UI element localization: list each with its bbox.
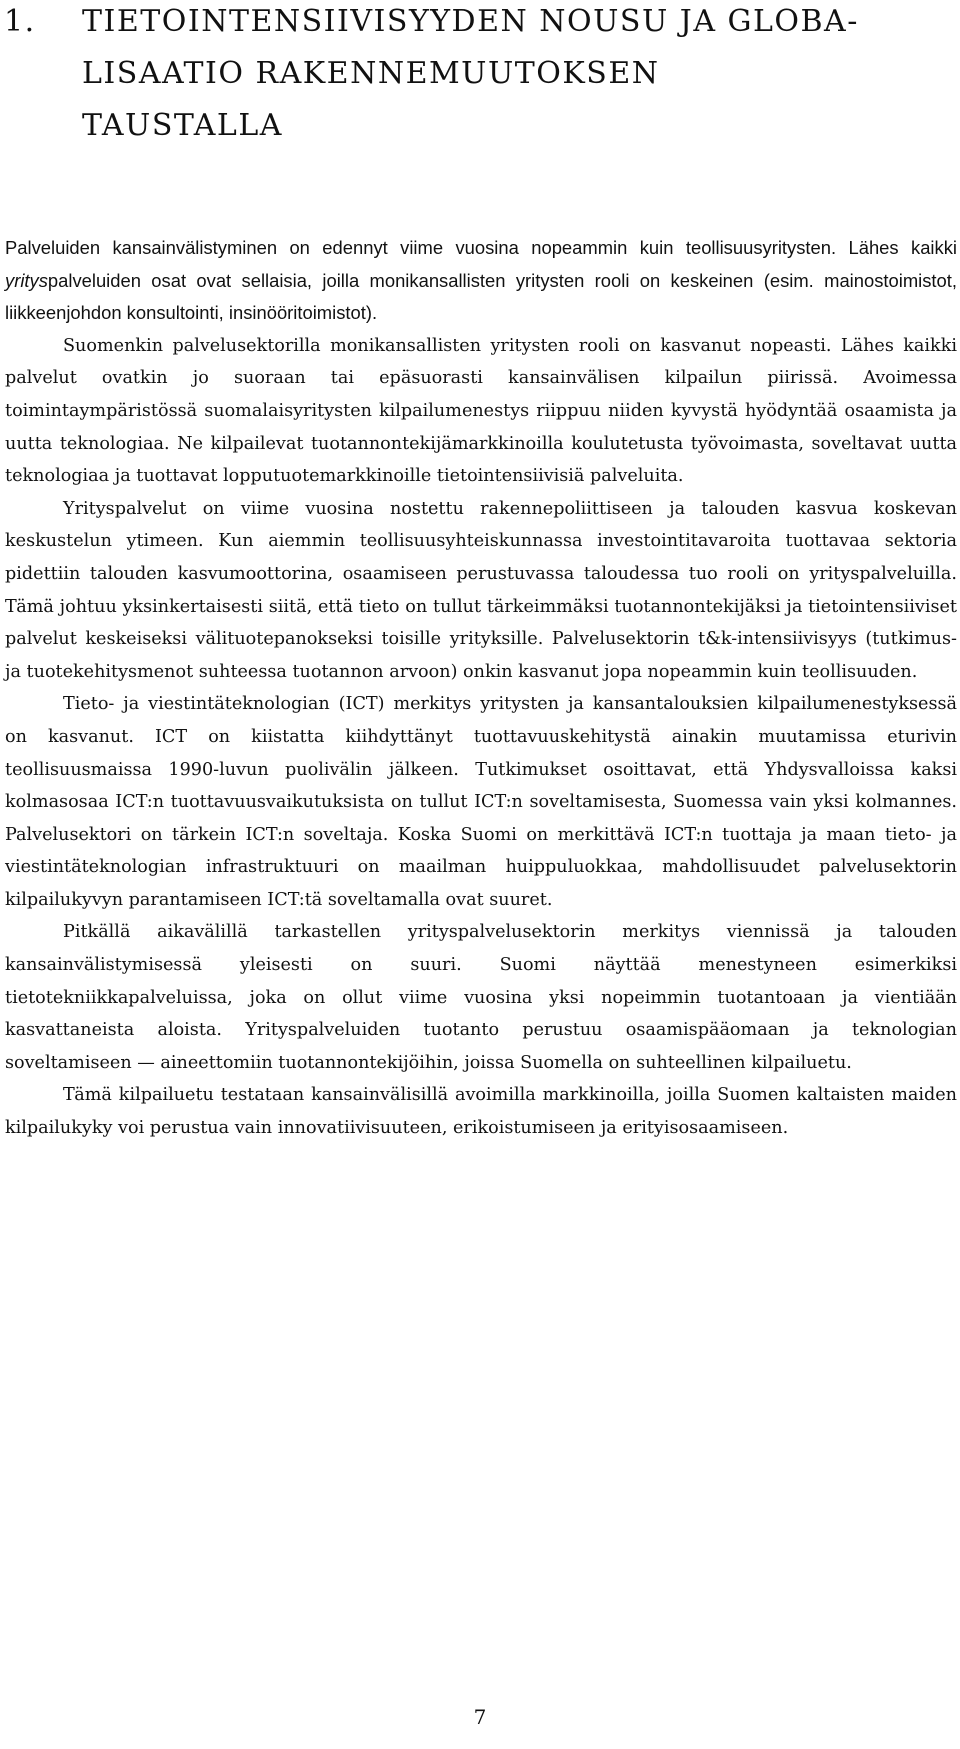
page-number: 7 [473, 1705, 487, 1729]
paragraph-1-italic: yritys [5, 269, 48, 291]
chapter-number: 1. [4, 4, 36, 39]
body-text [5, 232, 957, 1145]
paragraph-1-part-1: Palveluiden kansainvälistyminen on edennyt viime vuosina nopeammin kuin teollisuusyritysten. Lähes kaikki [5, 237, 957, 258]
paragraph-1 [5, 232, 957, 330]
paragraph-4: Tieto- ja viestintäteknologian (ICT) merkitys yritysten ja kansantalouksien kilpailumenestyksessä on kasvanut. ICT on kiistatta kiihdyttänyt tuottavuuskehitystä ainakin muutamissa eturivin teollisuusmaissa 1990-luvun puolivälin jälkeen. Tutkimukset osoittavat, että Yhdysvalloissa kaksi kolmasosaa ICT:n tuottavuusvaikutuksista on tullut ICT:n soveltamisesta, Suomessa vain yksi kolmannes. Palvelusektori on tärkein ICT:n soveltaja. Koska Suomi on merkittävä ICT:n tuottaja ja maan tieto- ja viestintäteknologian infrastruktuuri on maailman huippuluokkaa, mahdollisuudet palvelusektorin kilpailukyvyn parantamiseen ICT:tä soveltamalla ovat suuret. [5, 694, 957, 910]
paragraph-6: Tämä kilpailuetu testataan kansainvälisillä avoimilla markkinoilla, joilla Suomen kaltaisten maiden kilpailukyky voi perustua vain innovatiivisuuteen, erikoistumiseen ja erityisosaamiseen. [5, 1085, 957, 1139]
paragraph-2: Suomenkin palvelusektorilla monikansallisten yritysten rooli on kasvanut nopeasti. Lähes kaikki palvelut ovatkin jo suoraan tai epäsuorasti kansainvälisen kilpailun piirissä. Avoimessa toimintaympäristössä suomalaisyritysten kilpailumenestys riippuu niiden kyvystä hyödyntää osaamista ja uutta teknologiaa. Ne kilpailevat tuotannontekijämarkkinoilla koulutetusta työvoimasta, soveltavat uutta teknologiaa ja tuottavat lopputuotemarkkinoille tietointensiivisiä palveluita. [5, 335, 957, 487]
paragraph-1-part-2: palveluiden osat ovat sellaisia, joilla monikansallisten yritysten rooli on keskeinen (esim. mainostoimistot, liikkeenjohdon konsultointi, insinööritoimistot). [5, 269, 957, 324]
paragraph-5: Pitkällä aikavälillä tarkastellen yrityspalvelusektorin merkitys viennissä ja talouden kansainvälistymisessä yleisesti on suuri. Suomi näyttää menestyneen esimerkiksi tietotekniikkapalveluissa, joka on ollut viime vuosina yksi nopeimmin tuotantoaan ja vientiään kasvattaneista aloista. Yrityspalveluiden tuotanto perustuu osaamispääomaan ja teknologian soveltamiseen — aineettomiin tuotannontekijöihin, joissa Suomella on suhteellinen kilpailuetu. [5, 922, 957, 1073]
paragraph-3: Yrityspalvelut on viime vuosina nostettu rakennepoliittiseen ja talouden kasvua koskevan keskustelun ytimeen. Kun aiemmin teollisuusyhteiskunnassa investointitavaroita tuottavaa sektoria pidettiin talouden kasvumoottorina, osaamiseen perustuvassa taloudessa tuo rooli on yrityspalveluilla. Tämä johtuu yksinkertaisesti siitä, että tieto on tullut tärkeimmäksi tuotannontekijäksi ja tietointensiiviset palvelut keskeiseksi välituotepanokseksi toisille yrityksille. Palvelusektorin t&k-intensiivisyys (tutkimus- ja tuotekehitysmenot suhteessa tuotannon arvoon) onkin kasvanut jopa nopeammin kuin teollisuuden. [5, 498, 957, 682]
chapter-title-line-1: TIETOINTENSIIVISYYDEN NOUSU JA GLOBA- [82, 4, 859, 39]
chapter-title-line-3: TAUSTALLA [82, 108, 283, 143]
chapter-title-line-2: LISAATIO RAKENNEMUUTOKSEN [82, 56, 660, 91]
